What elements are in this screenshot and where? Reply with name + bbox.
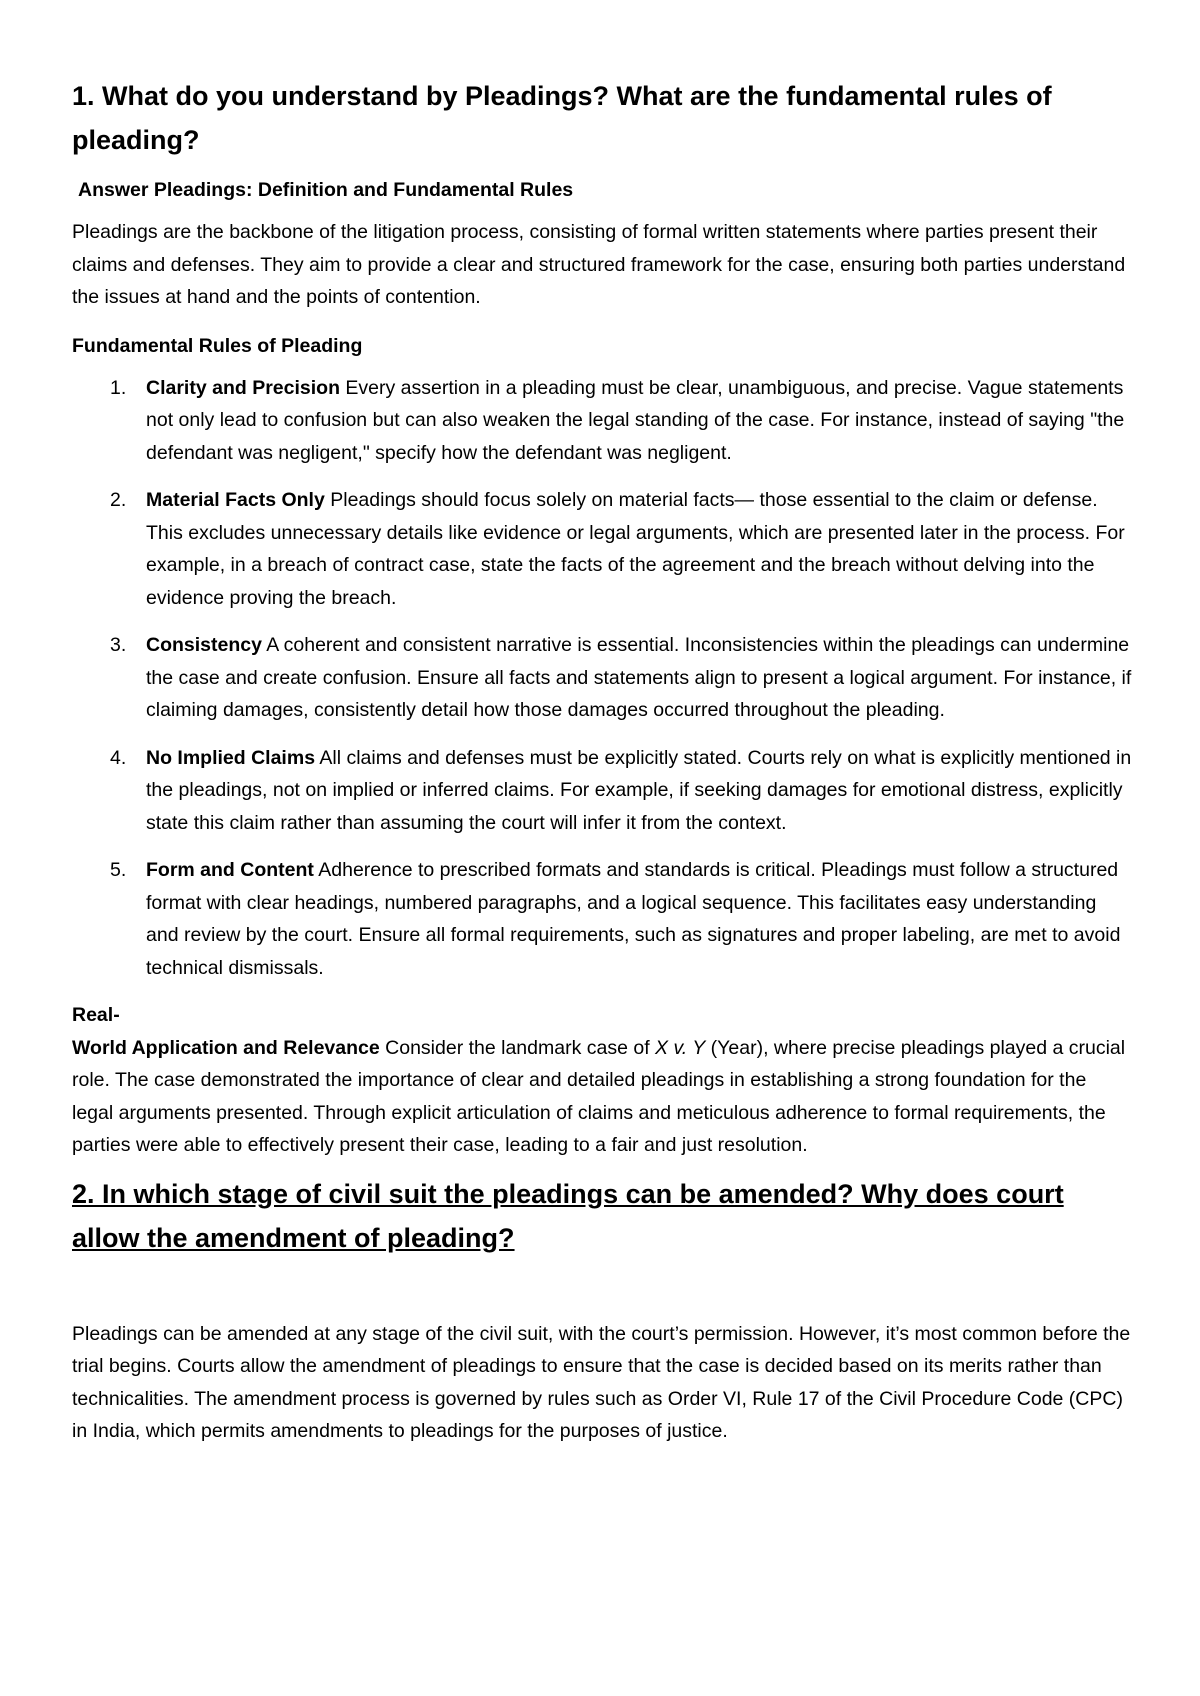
intro-paragraph: Pleadings are the backbone of the litigation process, consisting of formal written statements where parties present their claims and defenses. They aim to provide a clear and structured framework for the case, ensuring both parties understand the issues at hand and the points of contention.	[72, 221, 1126, 308]
list-item-number: 3.	[110, 634, 127, 656]
question-1-heading: 1. What do you understand by Pleadings? What are the fundamental rules of pleading?	[72, 81, 1052, 155]
list-item-text: Pleadings should focus solely on material facts— those essential to the claim or defense. This excludes unnecessary details like evidence or legal arguments, which are presented later in the process. For example, in a breach of contract case, state the facts of the agreement and the breach without delving into the evidence proving the breach.	[146, 489, 1125, 609]
list-item-number: 2.	[110, 489, 127, 511]
list-item-text: A coherent and consistent narrative is essential. Inconsistencies within the pleadings can undermine the case and create confusion. Ensure all facts and statements align to present a logical argument. For instance, if claiming damages, consistently detail how those damages occurred throughout the pleading.	[146, 634, 1132, 721]
list-item-title: No Implied Claims	[146, 746, 316, 769]
real-world-title-part1: Real-	[72, 1004, 120, 1026]
question-2-heading: 2. In which stage of civil suit the pleadings can be amended? Why does court allow the amendment of pleading?	[72, 1178, 1064, 1253]
list-item-title: Consistency	[146, 634, 262, 656]
real-world-text-after: (Year), where precise pleadings played a crucial role. The case demonstrated the importance of clear and detailed pleadings in establishing a strong foundation for the legal arguments presented. Through explicit articulation of claims and meticulous adherence to formal requirements, the parties were able to effectively present their case, leading to a fair and just resolution.	[72, 1036, 1126, 1156]
document-page	[72, 74, 1132, 1448]
list-item-title: Material Facts Only	[146, 489, 325, 511]
list-item	[72, 742, 1132, 840]
rules-section-title: Fundamental Rules of Pleading	[72, 334, 363, 357]
answer-2-paragraph: Pleadings can be amended at any stage of the civil suit, with the court’s permission. However, it’s most common before the trial begins. Courts allow the amendment of pleadings to ensure that the case is decided based on its merits rather than technicalities. The amendment process is governed by rules such as Order VI, Rule 17 of the Civil Procedure Code (CPC) in India, which permits amendments to pleadings for the purposes of justice.	[72, 1322, 1131, 1442]
list-item-text: Adherence to prescribed formats and standards is critical. Pleadings must follow a structured format with clear headings, numbered paragraphs, and a logical sequence. This facilitates easy understanding and review by the court. Ensure all formal requirements, such as signatures and proper labeling, are met to avoid technical dismissals.	[146, 859, 1121, 979]
real-world-text-before: Consider the landmark case of	[379, 1036, 656, 1059]
list-item-text: Every assertion in a pleading must be clear, unambiguous, and precise. Vague statements not only lead to confusion but can also weaken the legal standing of the case. For instance, instead of saying "the defendant was negligent," specify how the defendant was negligent.	[146, 376, 1125, 464]
list-item	[72, 629, 1132, 727]
list-item	[72, 854, 1132, 984]
list-item-number: 4.	[110, 746, 127, 769]
real-world-title-part2: World Application and Relevance	[72, 1036, 380, 1059]
list-item	[72, 484, 1132, 614]
list-item-title: Clarity and Precision	[146, 376, 340, 399]
list-item-title: Form and Content	[146, 859, 314, 881]
list-item-text: All claims and defenses must be explicitly stated. Courts rely on what is explicitly mentioned in the pleadings, not on implied or inferred claims. For example, if seeking damages for emotional distress, explicitly state this claim rather than assuming the court will infer it from the context.	[146, 746, 1132, 834]
list-item	[72, 372, 1132, 470]
case-name: X v. Y	[655, 1036, 706, 1059]
real-world-paragraph	[72, 999, 1132, 1162]
rules-list	[72, 372, 1132, 985]
list-item-number: 5.	[110, 859, 127, 881]
answer-title: Answer Pleadings: Definition and Fundamental Rules	[78, 179, 574, 201]
list-item-number: 1.	[110, 376, 127, 399]
blank-space	[72, 1260, 1132, 1318]
